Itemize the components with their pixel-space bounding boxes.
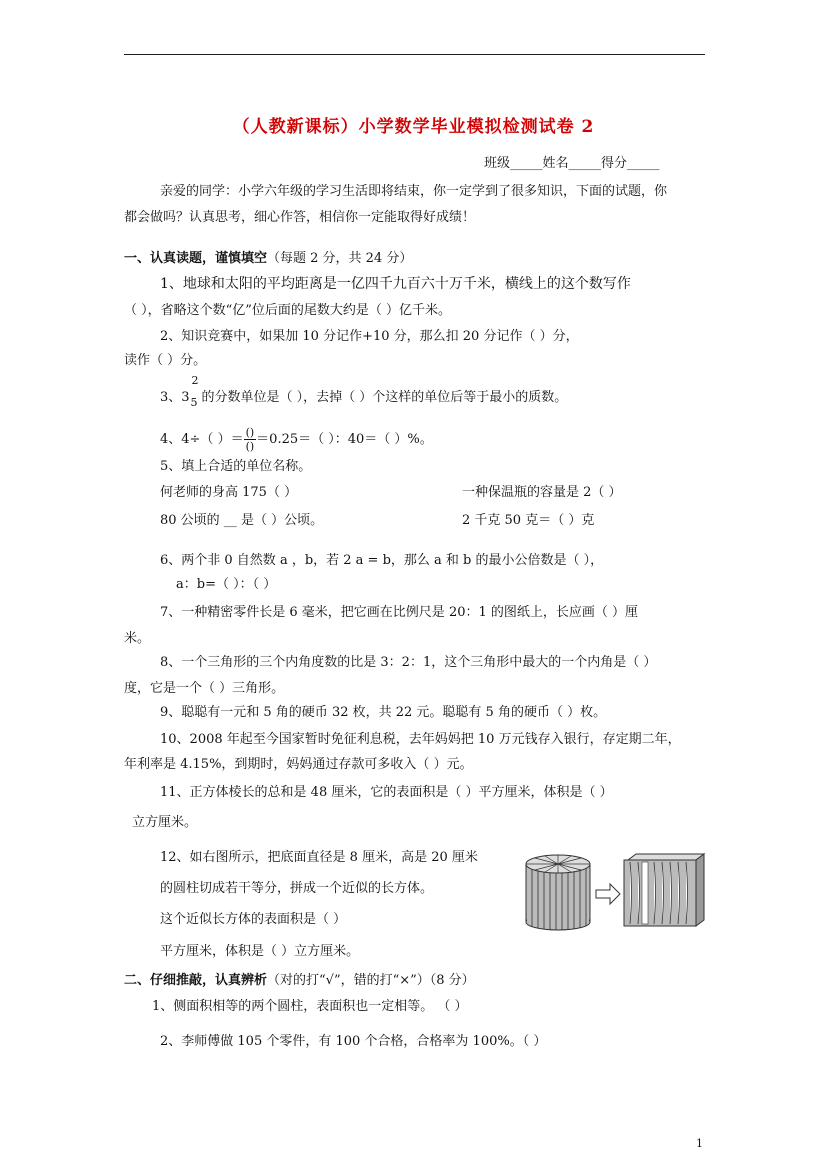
q9: 9、聪聪有一元和 5 角的硬币 32 枚，共 22 元。聪聪有 5 角的硬币（ ）枚。 — [160, 705, 607, 720]
q12-line-4: 平方厘米，体积是（ ）立方厘米。 — [160, 944, 360, 959]
q1-line-2: （ ），省略这个数“亿”位后面的尾数大约是（ ）亿千米。 — [124, 303, 452, 318]
arrow-icon — [596, 884, 620, 904]
section-1-note: （每题 2 分，共 24 分） — [267, 251, 413, 266]
cylinder-icon — [526, 855, 590, 930]
section-2-note: （对的打“√”，错的打“×”）（8 分） — [267, 973, 475, 988]
q3 — [160, 373, 568, 409]
section-1-heading — [124, 247, 412, 266]
student-info: 班级_____姓名_____得分_____ — [484, 156, 660, 171]
q11-line-1: 11、正方体棱长的总和是 48 厘米，它的表面积是（ ）平方厘米，体积是（ ） — [160, 785, 613, 800]
page-number: 1 — [696, 1137, 703, 1150]
q8-line-1: 8、一个三角形的三个内角度数的比是 3：2：1，这个三角形中最大的一个内角是（ ） — [160, 655, 657, 670]
s2-q2: 2、李师傅做 105 个零件，有 100 个合格，合格率为 100%。（ ） — [160, 1034, 547, 1049]
q6-line-1: 6、两个非 0 自然数 a ，b，若 2 a = b，那么 a 和 b 的最小公倍数是（ ）， — [160, 553, 604, 568]
q12-line-1: 12、如右图所示，把底面直径是 8 厘米，高是 20 厘米 — [160, 850, 478, 865]
q3-fraction — [190, 373, 202, 409]
q5-a: 何老师的身高 175（ ） — [160, 485, 298, 500]
q5: 5、填上合适的单位名称。 — [160, 459, 312, 474]
q10-line-1: 10、2008 年起至今国家暂时免征利息税，去年妈妈把 10 万元钱存入银行，存定期二年， — [160, 732, 681, 747]
q3-denominator: 5 — [190, 395, 198, 409]
q12-line-3: 这个近似长方体的表面积是（ ） — [160, 912, 347, 927]
section-2-heading — [124, 969, 475, 988]
q4-prefix: 4、4÷（ ）＝ — [160, 432, 244, 447]
q7-line-1: 7、一种精密零件长是 6 毫米，把它画在比例尺是 20：1 的图纸上，长应画（ ）厘 — [160, 605, 639, 620]
q6-line-2: a：b=（ ）：（ ） — [176, 577, 277, 592]
cylinder-to-cuboid-figure — [524, 852, 714, 932]
q4-frac-top: () — [245, 426, 255, 439]
exam-title: （人教新课标）小学数学毕业模拟检测试卷 2 — [232, 117, 595, 137]
q3-prefix: 3、3 — [160, 390, 190, 405]
section-1-title: 一、认真读题，谨慎填空 — [124, 251, 268, 266]
q4-suffix: ＝0.25＝（ ）：40＝（ ）%。 — [256, 432, 433, 447]
intro-line-1: 亲爱的同学：小学六年级的学习生活即将结束，你一定学到了很多知识，下面的试题，你 — [160, 184, 668, 199]
q3-suffix: 的分数单位是（ ），去掉（ ）个这样的单位后等于最小的质数。 — [201, 390, 568, 405]
section-2-title: 二、仔细推敲，认真辨析 — [124, 973, 268, 988]
q4 — [160, 426, 433, 453]
q8-line-2: 度，它是一个（ ）三角形。 — [124, 681, 285, 696]
intro-line-2: 都会做吗？认真思考，细心作答，相信你一定能取得好成绩！ — [124, 210, 476, 225]
q5-b: 一种保温瓶的容量是 2（ ） — [462, 485, 622, 500]
cuboid-icon — [624, 854, 704, 926]
header-rule — [124, 54, 705, 55]
q1-line-1: 1、地球和太阳的平均距离是一亿四千九百六十万千米，横线上的这个数写作 — [160, 276, 631, 292]
q5-d: 2 千克 50 克＝（ ）克 — [462, 513, 595, 528]
q2-line-1: 2、知识竞赛中，如果加 10 分记作+10 分，那么扣 20 分记作（ ）分， — [160, 329, 579, 344]
q11-line-2: 立方厘米。 — [132, 815, 198, 830]
q4-frac-bottom: () — [245, 440, 255, 453]
q12-line-2: 的圆柱切成若干等分，拼成一个近似的长方体。 — [160, 881, 434, 896]
q4-fraction — [244, 426, 257, 453]
q5-c: 80 公顷的 __ 是（ ）公顷。 — [160, 513, 324, 528]
q2-line-2: 读作（ ）分。 — [124, 353, 207, 368]
q3-numerator: 2 — [191, 373, 199, 387]
s2-q1: 1、侧面积相等的两个圆柱，表面积也一定相等。 （ ） — [152, 999, 468, 1014]
q7-line-2: 米。 — [124, 631, 151, 646]
q10-line-2: 年利率是 4.15%，到期时，妈妈通过存款可多收入（ ）元。 — [124, 757, 473, 772]
